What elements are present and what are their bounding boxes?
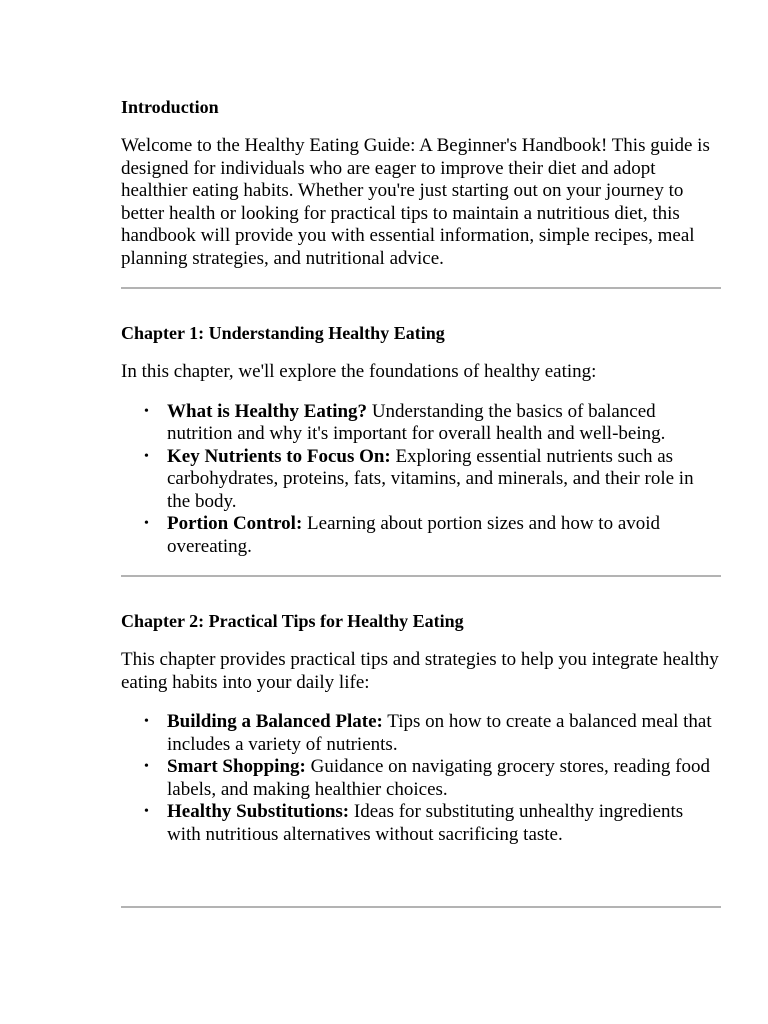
list-item-text: Exploring essential nutrients such as carbohydrates, proteins, fats, vitamins, and minerals, and their role in the body.: [167, 445, 694, 512]
introduction-paragraph: Welcome to the Healthy Eating Guide: A Beginner's Handbook! This guide is designed for individuals who are eager to improve their diet and adopt healthier eating habits. Whether you're just starting out on your journey to better health or looking for practical tips to maintain a nutritious diet, this handbook will provide you with essential information, simple recipes, meal planning strategies, and nutritional advice.: [121, 135, 710, 269]
list-item: [167, 401, 721, 446]
chapter1-intro: In this chapter, we'll explore the foundations of healthy eating:: [121, 361, 597, 382]
list-item: [167, 513, 721, 558]
chapter1-heading: Chapter 1: Understanding Healthy Eating: [121, 323, 445, 343]
list-item: [167, 801, 721, 846]
chapter2-list: [121, 711, 721, 846]
list-item-text: Ideas for substituting unhealthy ingredients with nutritious alternatives without sacrificing taste.: [167, 801, 684, 845]
section-divider: [121, 906, 721, 908]
list-item-text: Guidance on navigating grocery stores, reading food labels, and making healthier choices.: [167, 756, 711, 800]
list-item-term: What is Healthy Eating?: [167, 400, 368, 422]
chapter2-heading: Chapter 2: Practical Tips for Healthy Eating: [121, 611, 464, 631]
list-item: [167, 756, 721, 801]
list-item-text: Tips on how to create a balanced meal that includes a variety of nutrients.: [167, 711, 712, 755]
section-divider: [121, 287, 721, 289]
document-page: [121, 96, 721, 908]
chapter2-intro: This chapter provides practical tips and strategies to help you integrate healthy eating habits into your daily life:: [121, 649, 719, 693]
chapter1-list: [121, 401, 721, 559]
list-item: [167, 446, 721, 514]
list-item-term: Smart Shopping:: [167, 756, 306, 777]
introduction-heading: Introduction: [121, 97, 219, 117]
list-item-term: Key Nutrients to Focus On:: [167, 445, 391, 467]
section-divider: [121, 575, 721, 577]
list-item-term: Building a Balanced Plate:: [167, 711, 383, 732]
list-item-term: Healthy Substitutions:: [167, 801, 350, 822]
list-item: [167, 711, 721, 756]
list-item-text: Learning about portion sizes and how to avoid overeating.: [167, 513, 661, 557]
list-item-term: Portion Control:: [167, 513, 303, 534]
list-item-text: Understanding the basics of balanced nutrition and why it's important for overall health and well-being.: [167, 400, 666, 444]
